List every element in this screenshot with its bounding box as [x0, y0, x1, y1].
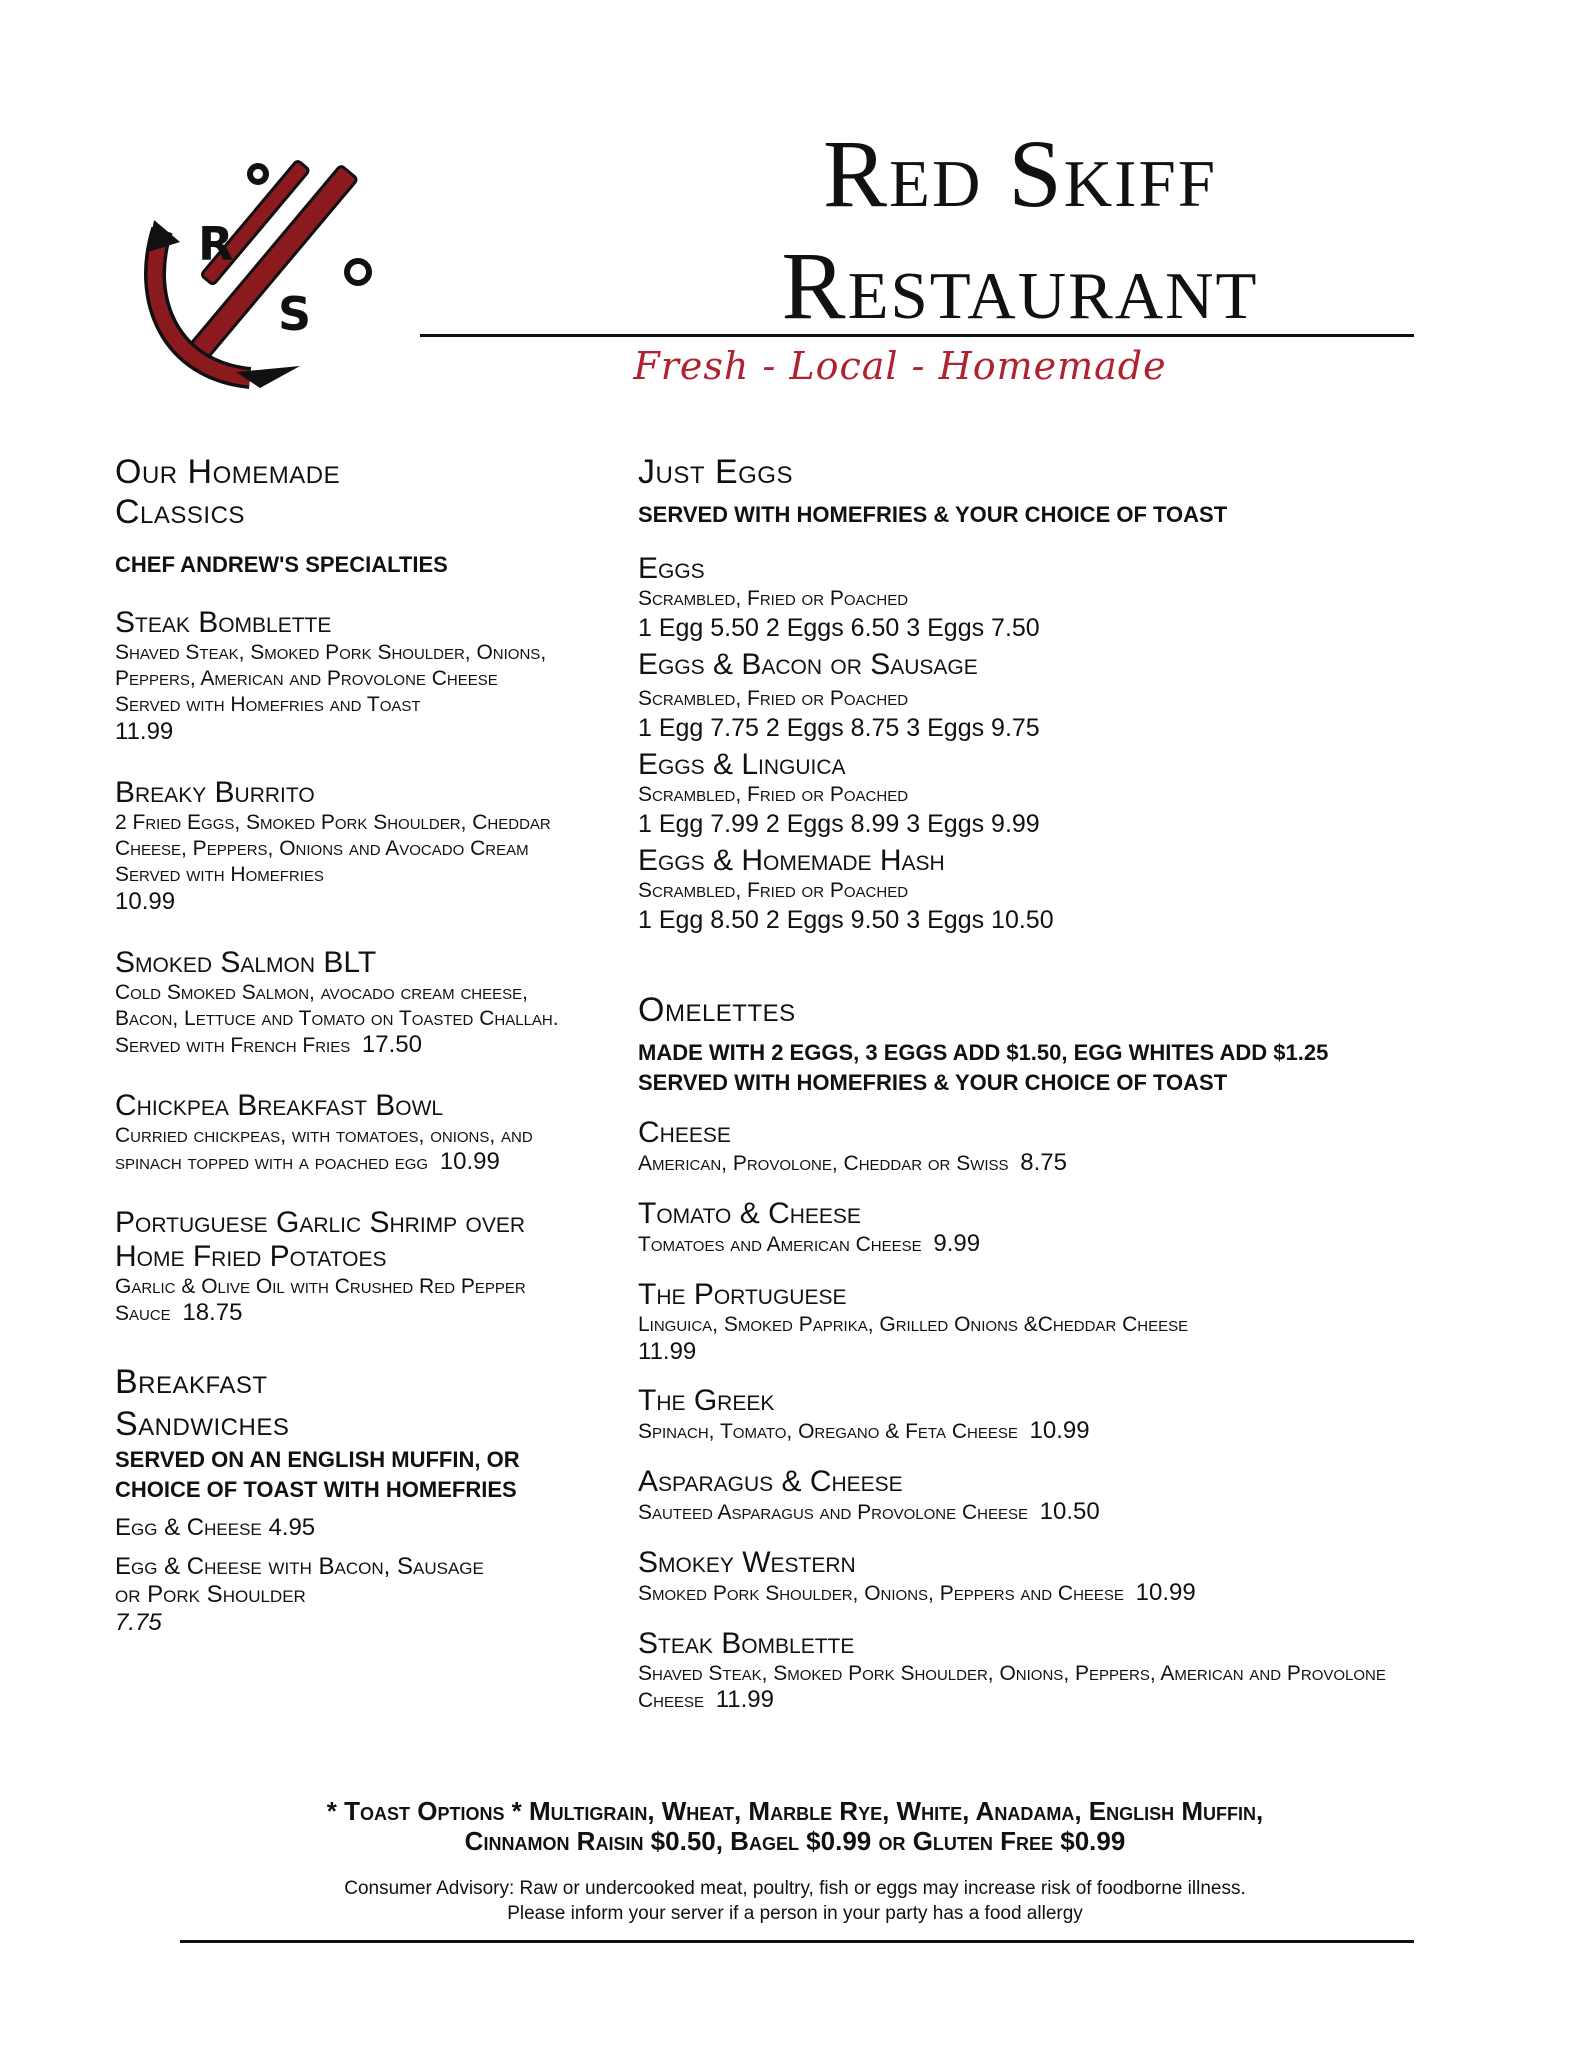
anchor-icon	[140, 160, 380, 400]
omelette-item	[638, 1627, 1468, 1714]
item-name: Chickpea Breakfast Bowl	[115, 1089, 444, 1122]
classic-item	[115, 1206, 565, 1327]
item-price: 8.75	[1020, 1149, 1067, 1176]
item-description	[638, 1150, 1498, 1177]
omelette-item	[638, 1116, 1498, 1177]
item-description	[638, 1499, 1498, 1526]
toast-options	[180, 1796, 1410, 1856]
omelettes-subtitle-1: MADE WITH 2 EGGS, 3 EGGS ADD $1.50, EGG WHITES ADD $1.25	[638, 1040, 1329, 1065]
item-prices: 1 Egg 7.99 2 Eggs 8.99 3 Eggs 9.99	[638, 810, 1040, 838]
classics-subtitle: CHEF ANDREW'S SPECIALTIES	[115, 552, 448, 577]
item-prices: 1 Egg 5.50 2 Eggs 6.50 3 Eggs 7.50	[638, 614, 1040, 642]
title-divider	[420, 334, 1414, 337]
item-name: Eggs	[638, 552, 705, 585]
title-line-1: Red Skiff	[823, 120, 1217, 227]
item-price: 10.99	[439, 1148, 500, 1175]
item-description-text: Cold Smoked Salmon, avocado cream cheese, Bacon, Lettuce and Tomato on Toasted Challah. Served with French Fries	[115, 981, 559, 1057]
item-price: 9.99	[933, 1230, 981, 1257]
item-description-text: Sauteed Asparagus and Provolone Cheese	[638, 1501, 1028, 1524]
classic-item	[115, 1089, 565, 1176]
toast-options-line-1: * Toast Options * Multigrain, Wheat, Marble Rye, White, Anadama, English Muffin,	[326, 1796, 1264, 1826]
classic-item	[115, 606, 565, 746]
item-name: Steak Bomblette	[638, 1627, 855, 1660]
advisory-line-2: Please inform your server if a person in your party has a food allergy	[507, 1903, 1083, 1924]
item-description	[115, 980, 565, 1059]
item-name: The Greek	[638, 1384, 775, 1417]
item-description	[638, 1661, 1468, 1714]
tagline: Fresh - Local - Homemade	[633, 344, 1167, 388]
classic-item	[115, 776, 565, 916]
item-name: Tomato & Cheese	[638, 1197, 861, 1230]
item-description: Scrambled, Fried or Poached	[638, 879, 909, 902]
omelette-item	[638, 1197, 1498, 1258]
item-description: Shaved Steak, Smoked Pork Shoulder, Onions, Peppers, American and Provolone Cheese Served with Homefries and Toast	[115, 641, 547, 716]
item-description-text: Spinach, Tomato, Oregano & Feta Cheese	[638, 1420, 1018, 1443]
item-price: 11.99	[715, 1686, 774, 1713]
item-name: Egg & Cheese with Bacon, Sausage or Pork Shoulder	[115, 1553, 484, 1608]
item-price: 18.75	[182, 1299, 243, 1326]
item-description	[115, 1274, 565, 1327]
omelette-item	[638, 1465, 1498, 1526]
item-description-text: Shaved Steak, Smoked Pork Shoulder, Onions, Peppers, American and Provolone Cheese	[638, 1662, 1386, 1712]
item-name: Asparagus & Cheese	[638, 1465, 903, 1498]
item-prices: 1 Egg 8.50 2 Eggs 9.50 3 Eggs 10.50	[638, 906, 1054, 934]
item-description-text: Tomatoes and American Cheese	[638, 1233, 922, 1256]
item-price: 4.95	[268, 1514, 316, 1541]
item-name: Eggs & Linguica	[638, 748, 846, 781]
item-price: 17.50	[361, 1031, 422, 1058]
sandwiches-title: Breakfast Sandwiches	[115, 1363, 290, 1443]
item-description-text: Smoked Pork Shoulder, Onions, Peppers and Cheese	[638, 1582, 1124, 1605]
item-name: Eggs & Bacon or Sausage	[638, 648, 978, 681]
egg-item	[638, 552, 1498, 644]
footer-divider	[180, 1940, 1414, 1943]
logo-letter-s: S	[278, 287, 312, 341]
item-description	[638, 1418, 1498, 1445]
item-description	[115, 1123, 565, 1176]
advisory-line-1: Consumer Advisory: Raw or undercooked meat, poultry, fish or eggs may increase risk of foodborne illness.	[344, 1878, 1246, 1899]
egg-item	[638, 748, 1498, 840]
logo-letter-r: R	[198, 217, 234, 271]
item-price: 11.99	[115, 718, 174, 745]
consumer-advisory	[200, 1876, 1390, 1926]
restaurant-logo	[140, 160, 380, 400]
omelettes-subtitle-2: SERVED WITH HOMEFRIES & YOUR CHOICE OF TOAST	[638, 1070, 1228, 1095]
egg-item	[638, 648, 1498, 744]
item-description	[638, 1231, 1498, 1258]
omelette-item	[638, 1546, 1498, 1607]
item-price: 10.99	[1029, 1417, 1090, 1444]
just-eggs-title: Just Eggs	[638, 453, 793, 491]
item-description: Linguica, Smoked Paprika, Grilled Onions &Cheddar Cheese	[638, 1313, 1189, 1336]
item-description: Scrambled, Fried or Poached	[638, 783, 909, 806]
item-description-text: Garlic & Olive Oil with Crushed Red Pepper Sauce	[115, 1275, 526, 1325]
just-eggs-subtitle: SERVED WITH HOMEFRIES & YOUR CHOICE OF TOAST	[638, 502, 1228, 527]
item-name: Portuguese Garlic Shrimp over Home Fried Potatoes	[115, 1206, 526, 1273]
egg-item	[638, 844, 1498, 936]
classic-item	[115, 946, 565, 1059]
item-description: Scrambled, Fried or Poached	[638, 687, 909, 710]
toast-options-line-2: Cinnamon Raisin $0.50, Bagel $0.99 or Gluten Free $0.99	[464, 1826, 1126, 1856]
left-column	[115, 452, 565, 1637]
classics-title: Our Homemade Classics	[115, 453, 341, 531]
item-description: Scrambled, Fried or Poached	[638, 587, 909, 610]
restaurant-title	[640, 118, 1400, 342]
item-name: Steak Bomblette	[115, 606, 332, 639]
item-price: 10.99	[1135, 1579, 1196, 1606]
item-name: Egg & Cheese	[115, 1514, 262, 1541]
item-name: The Portuguese	[638, 1278, 847, 1311]
item-name: Breaky Burrito	[115, 776, 315, 809]
item-description: 2 Fried Eggs, Smoked Pork Shoulder, Cheddar Cheese, Peppers, Onions and Avocado Cream Served with Homefries	[115, 811, 551, 886]
item-description-text: Curried chickpeas, with tomatoes, onions, and spinach topped with a poached egg	[115, 1124, 533, 1174]
sandwich-item	[115, 1513, 565, 1543]
item-name: Eggs & Homemade Hash	[638, 844, 945, 877]
item-name: Cheese	[638, 1116, 731, 1149]
item-description	[638, 1580, 1498, 1607]
item-price: 10.50	[1039, 1498, 1100, 1525]
item-name: Smokey Western	[638, 1546, 856, 1579]
item-price: 11.99	[638, 1338, 697, 1365]
omelette-item	[638, 1384, 1498, 1445]
item-price: 10.99	[115, 888, 176, 915]
item-description-text: American, Provolone, Cheddar or Swiss	[638, 1152, 1009, 1175]
sandwiches-subtitle: SERVED ON AN ENGLISH MUFFIN, OR CHOICE OF TOAST WITH HOMEFRIES	[115, 1447, 520, 1502]
omelette-item	[638, 1278, 1498, 1366]
right-column	[638, 452, 1498, 1714]
title-line-2: Restaurant	[781, 232, 1259, 339]
item-name: Smoked Salmon BLT	[115, 946, 377, 979]
omelettes-title: Omelettes	[638, 991, 796, 1029]
item-price: 7.75	[115, 1609, 162, 1636]
item-prices: 1 Egg 7.75 2 Eggs 8.75 3 Eggs 9.75	[638, 714, 1040, 742]
sandwich-item	[115, 1553, 505, 1637]
